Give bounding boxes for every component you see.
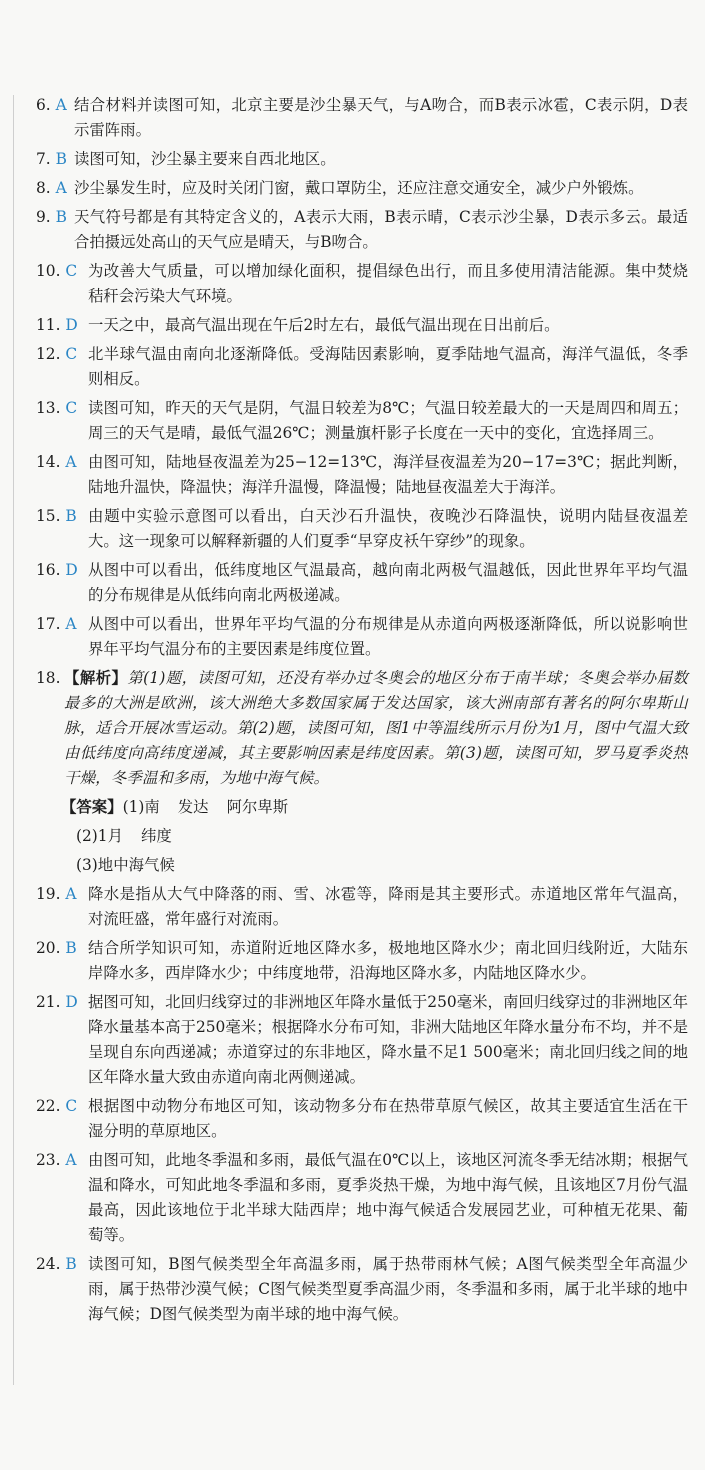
- explanation-text: 结合材料并读图可知，北京主要是沙尘暴天气，与A吻合，而B表示冰雹，C表示阴，D表示雷阵雨。: [74, 96, 688, 139]
- item-number: 16.: [36, 561, 61, 579]
- answer-item-12: [36, 342, 688, 392]
- answer-letter: A: [55, 179, 67, 197]
- answer-item-21: [36, 990, 688, 1090]
- answer-letter: C: [65, 262, 78, 280]
- answer-item-7: [36, 147, 688, 172]
- answer-item-9: [36, 205, 688, 255]
- explanation-text: 北半球气温由南向北逐渐降低。受海陆因素影响，夏季陆地气温高，海洋气温低，冬季则相反。: [88, 345, 688, 388]
- answer-letter: C: [65, 345, 78, 363]
- answer-item-10: [36, 259, 688, 309]
- answer-label: 【答案】: [61, 798, 123, 816]
- answer-line-1: [36, 795, 688, 820]
- answer-letter: A: [65, 1151, 77, 1169]
- answer-item-17: [36, 612, 688, 662]
- item-number: 10.: [36, 262, 61, 280]
- answer-1a: (1)南: [122, 798, 160, 816]
- answer-letter: C: [65, 399, 78, 417]
- margin-line: [13, 95, 14, 1385]
- item-number: 21.: [36, 993, 61, 1011]
- answer-letter: A: [65, 615, 77, 633]
- explanation-text: 从图中可以看出，低纬度地区气温最高，越向南北两极气温越低，因此世界年平均气温的分布规律是从低纬向南北两极递减。: [88, 561, 688, 604]
- explanation-text: 据图可知，北回归线穿过的非洲地区年降水量低于250毫米，南回归线穿过的非洲地区年降水量基本高于250毫米；根据降水分布可知，非洲大陆地区年降水量分布不均，并不是呈现自东向西递减；赤道穿过的东非地区，降水量不足1 500毫米；南北回归线之间的地区年降水量大致由赤道向南北两侧递减。: [88, 993, 688, 1086]
- answer-item-23: [36, 1148, 688, 1248]
- item-number: 20.: [36, 939, 61, 957]
- answer-letter: A: [65, 453, 77, 471]
- analysis-label: 【解析】: [64, 669, 128, 687]
- explanation-text: 由题中实验示意图可以看出，白天沙石升温快，夜晚沙石降温快，说明内陆昼夜温差大。这一现象可以解释新疆的人们夏季“早穿皮袄午穿纱”的现象。: [88, 507, 688, 550]
- answer-2b: 纬度: [140, 827, 172, 845]
- answer-letter: B: [55, 150, 67, 168]
- answer-letter: B: [65, 1255, 77, 1273]
- answer-item-6: [36, 93, 688, 143]
- answer-item-16: [36, 558, 688, 608]
- answer-letter: B: [65, 507, 77, 525]
- answer-item-14: [36, 450, 688, 500]
- answer-item-20: [36, 936, 688, 986]
- answer-letter: A: [65, 885, 77, 903]
- answer-item-13: [36, 396, 688, 446]
- item-number: 23.: [36, 1151, 61, 1169]
- answer-1b: 发达: [177, 798, 209, 816]
- answer-letter: B: [65, 939, 77, 957]
- explanation-text: 为改善大气质量，可以增加绿化面积，提倡绿色出行，而且多使用清洁能源。集中焚烧秸秆会污染大气环境。: [88, 262, 688, 305]
- answer-item-18: [36, 666, 688, 791]
- item-number: 13.: [36, 399, 61, 417]
- item-number: 9.: [36, 208, 51, 226]
- analysis-text: 第(1)题，读图可知，还没有举办过冬奥会的地区分布于南半球；冬奥会举办届数最多的大洲是欧洲，该大洲绝大多数国家属于发达国家，该大洲南部有著名的阿尔卑斯山脉，适合开展冰雪运动。第(2)题，读图可知，图1中等温线所示月份为1月，图中气温大致由低纬度向高纬度递减，其主要影响因素是纬度因素。第(3)题，读图可知，罗马夏季炎热干燥，冬季温和多雨，为地中海气候。: [64, 669, 688, 787]
- answer-letter: D: [65, 993, 78, 1011]
- answer-line-3: [36, 853, 688, 878]
- item-number: 11.: [36, 316, 61, 334]
- answer-item-8: [36, 176, 688, 201]
- explanation-text: 一天之中，最高气温出现在午后2时左右，最低气温出现在日出前后。: [88, 316, 560, 334]
- item-number: 19.: [36, 885, 61, 903]
- explanation-text: 从图中可以看出，世界年平均气温的分布规律是从赤道向两极逐渐降低，所以说影响世界年平均气温分布的主要因素是纬度位置。: [88, 615, 688, 658]
- explanation-text: 沙尘暴发生时，应及时关闭门窗，戴口罩防尘，还应注意交通安全，减少户外锻炼。: [74, 179, 644, 197]
- explanation-text: 由图可知，陆地昼夜温差为25−12=13℃，海洋昼夜温差为20−17=3℃；据此判断，陆地升温快，降温快；海洋升温慢，降温慢；陆地昼夜温差大于海洋。: [88, 453, 688, 496]
- explanation-text: 降水是指从大气中降落的雨、雪、冰雹等，降雨是其主要形式。赤道地区常年气温高，对流旺盛，常年盛行对流雨。: [88, 885, 688, 928]
- answer-letter: B: [55, 208, 67, 226]
- explanation-text: 根据图中动物分布地区可知，该动物多分布在热带草原气候区，故其主要适宜生活在干湿分明的草原地区。: [88, 1097, 688, 1140]
- explanation-text: 读图可知，沙尘暴主要来自西北地区。: [74, 150, 336, 168]
- answer-line-2: [36, 824, 688, 849]
- answer-letter: A: [55, 96, 67, 114]
- answer-letter: C: [65, 1097, 78, 1115]
- item-number: 14.: [36, 453, 61, 471]
- item-number: 24.: [36, 1255, 61, 1273]
- answer-letter: D: [65, 561, 78, 579]
- item-number: 15.: [36, 507, 61, 525]
- explanation-text: 结合所学知识可知，赤道附近地区降水多，极地地区降水少；南北回归线附近，大陆东岸降水多，西岸降水少；中纬度地带，沿海地区降水多，内陆地区降水少。: [88, 939, 688, 982]
- explanation-text: 读图可知，昨天的天气是阴，气温日较差为8℃；气温日较差最大的一天是周四和周五；周三的天气是晴，最低气温26℃；测量旗杆影子长度在一天中的变化，宜选择周三。: [88, 399, 688, 442]
- item-number: 18.: [36, 669, 61, 687]
- item-number: 6.: [36, 96, 51, 114]
- item-number: 8.: [36, 179, 51, 197]
- item-number: 12.: [36, 345, 61, 363]
- answer-item-22: [36, 1094, 688, 1144]
- answer-item-24: [36, 1252, 688, 1327]
- answer-item-15: [36, 504, 688, 554]
- answer-page: [36, 93, 688, 1331]
- answer-letter: D: [65, 316, 78, 334]
- explanation-text: 由图可知，此地冬季温和多雨，最低气温在0℃以上，该地区河流冬季无结冰期；根据气温和降水，可知此地冬季温和多雨，夏季炎热干燥，为地中海气候，且该地区7月份气温最高，因此该地位于北半球大陆西岸；地中海气候适合发展园艺业，可种植无花果、葡萄等。: [88, 1151, 688, 1244]
- explanation-text: 读图可知，B图气候类型全年高温多雨，属于热带雨林气候；A图气候类型全年高温少雨，属于热带沙漠气候；C图气候类型夏季高温少雨，冬季温和多雨，属于北半球的地中海气候；D图气候类型为南半球的地中海气候。: [88, 1255, 688, 1323]
- answer-item-19: [36, 882, 688, 932]
- explanation-text: 天气符号都是有其特定含义的，A表示大雨，B表示晴，C表示沙尘暴，D表示多云。最适合拍摄远处高山的天气应是晴天，与B吻合。: [74, 208, 688, 251]
- item-number: 22.: [36, 1097, 61, 1115]
- answer-3: (3)地中海气候: [76, 856, 175, 874]
- answer-1c: 阿尔卑斯: [226, 798, 289, 816]
- answer-2a: (2)1月: [76, 827, 123, 845]
- answer-item-11: [36, 313, 688, 338]
- item-number: 7.: [36, 150, 51, 168]
- item-number: 17.: [36, 615, 61, 633]
